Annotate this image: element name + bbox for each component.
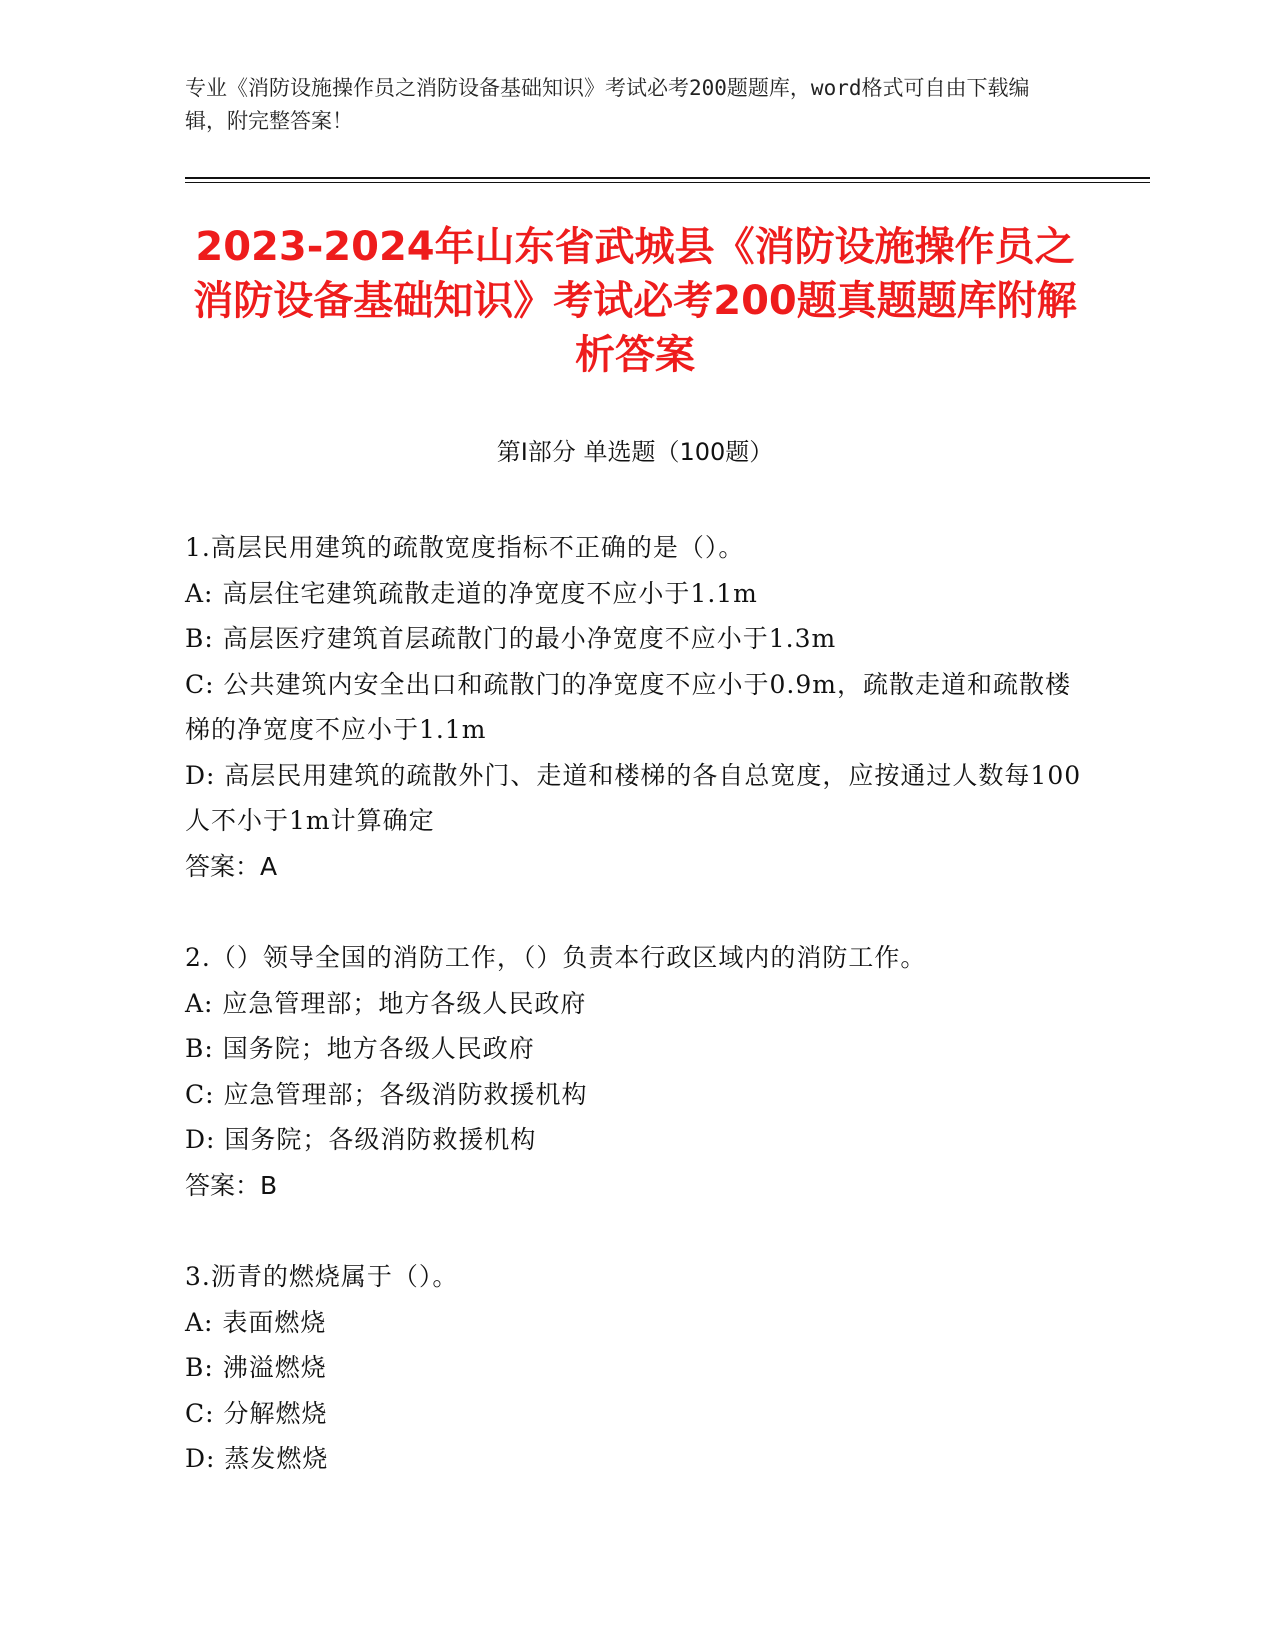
option-c: C: 分解燃烧	[185, 1398, 328, 1428]
option-d: D: 国务院；各级消防救援机构	[185, 1125, 537, 1154]
question-stem: 3.沥青的燃烧属于（）。	[185, 1262, 459, 1291]
header-divider-thin	[185, 182, 1150, 183]
option-b: B: 沸溢燃烧	[185, 1353, 327, 1382]
header-note: 专业《消防设施操作员之消防设备基础知识》考试必考200题题库，word格式可自由下载编辑，附完整答案！	[185, 76, 1030, 133]
option-c: C: 应急管理部；各级消防救援机构	[185, 1079, 588, 1109]
option-d: D: 蒸发燃烧	[185, 1444, 329, 1473]
option-d: D: 高层民用建筑的疏散外门、走道和楼梯的各自总宽度，应按通过人数每100人不小于1m计算确定	[185, 760, 1082, 835]
option-b: B: 高层医疗建筑首层疏散门的最小净宽度不应小于1.3m	[185, 624, 837, 653]
option-b: B: 国务院；地方各级人民政府	[185, 1034, 535, 1063]
question-stem: 1.高层民用建筑的疏散宽度指标不正确的是（）。	[185, 533, 745, 562]
header-divider-thick	[185, 177, 1150, 179]
question-1	[185, 525, 1085, 889]
option-a: A: 高层住宅建筑疏散走道的净宽度不应小于1.1m	[185, 578, 758, 608]
question-list	[185, 525, 1085, 1528]
question-3	[185, 1254, 1085, 1482]
question-2	[185, 935, 1085, 1208]
answer-label: 答案：B	[185, 1170, 278, 1200]
document-title: 2023-2024年山东省武城县《消防设施操作员之消防设备基础知识》考试必考200题真题题库附解析答案	[193, 224, 1077, 378]
option-a: A: 应急管理部；地方各级人民政府	[185, 988, 587, 1018]
option-a: A: 表面燃烧	[185, 1307, 327, 1337]
section-heading: 第I部分 单选题（100题）	[496, 438, 774, 466]
answer-label: 答案：A	[185, 851, 278, 881]
question-stem: 2.（）领导全国的消防工作，（）负责本行政区域内的消防工作。	[185, 943, 927, 972]
option-c: C: 公共建筑内安全出口和疏散门的净宽度不应小于0.9m，疏散走道和疏散楼梯的净宽度不应小于1.1m	[185, 669, 1071, 744]
